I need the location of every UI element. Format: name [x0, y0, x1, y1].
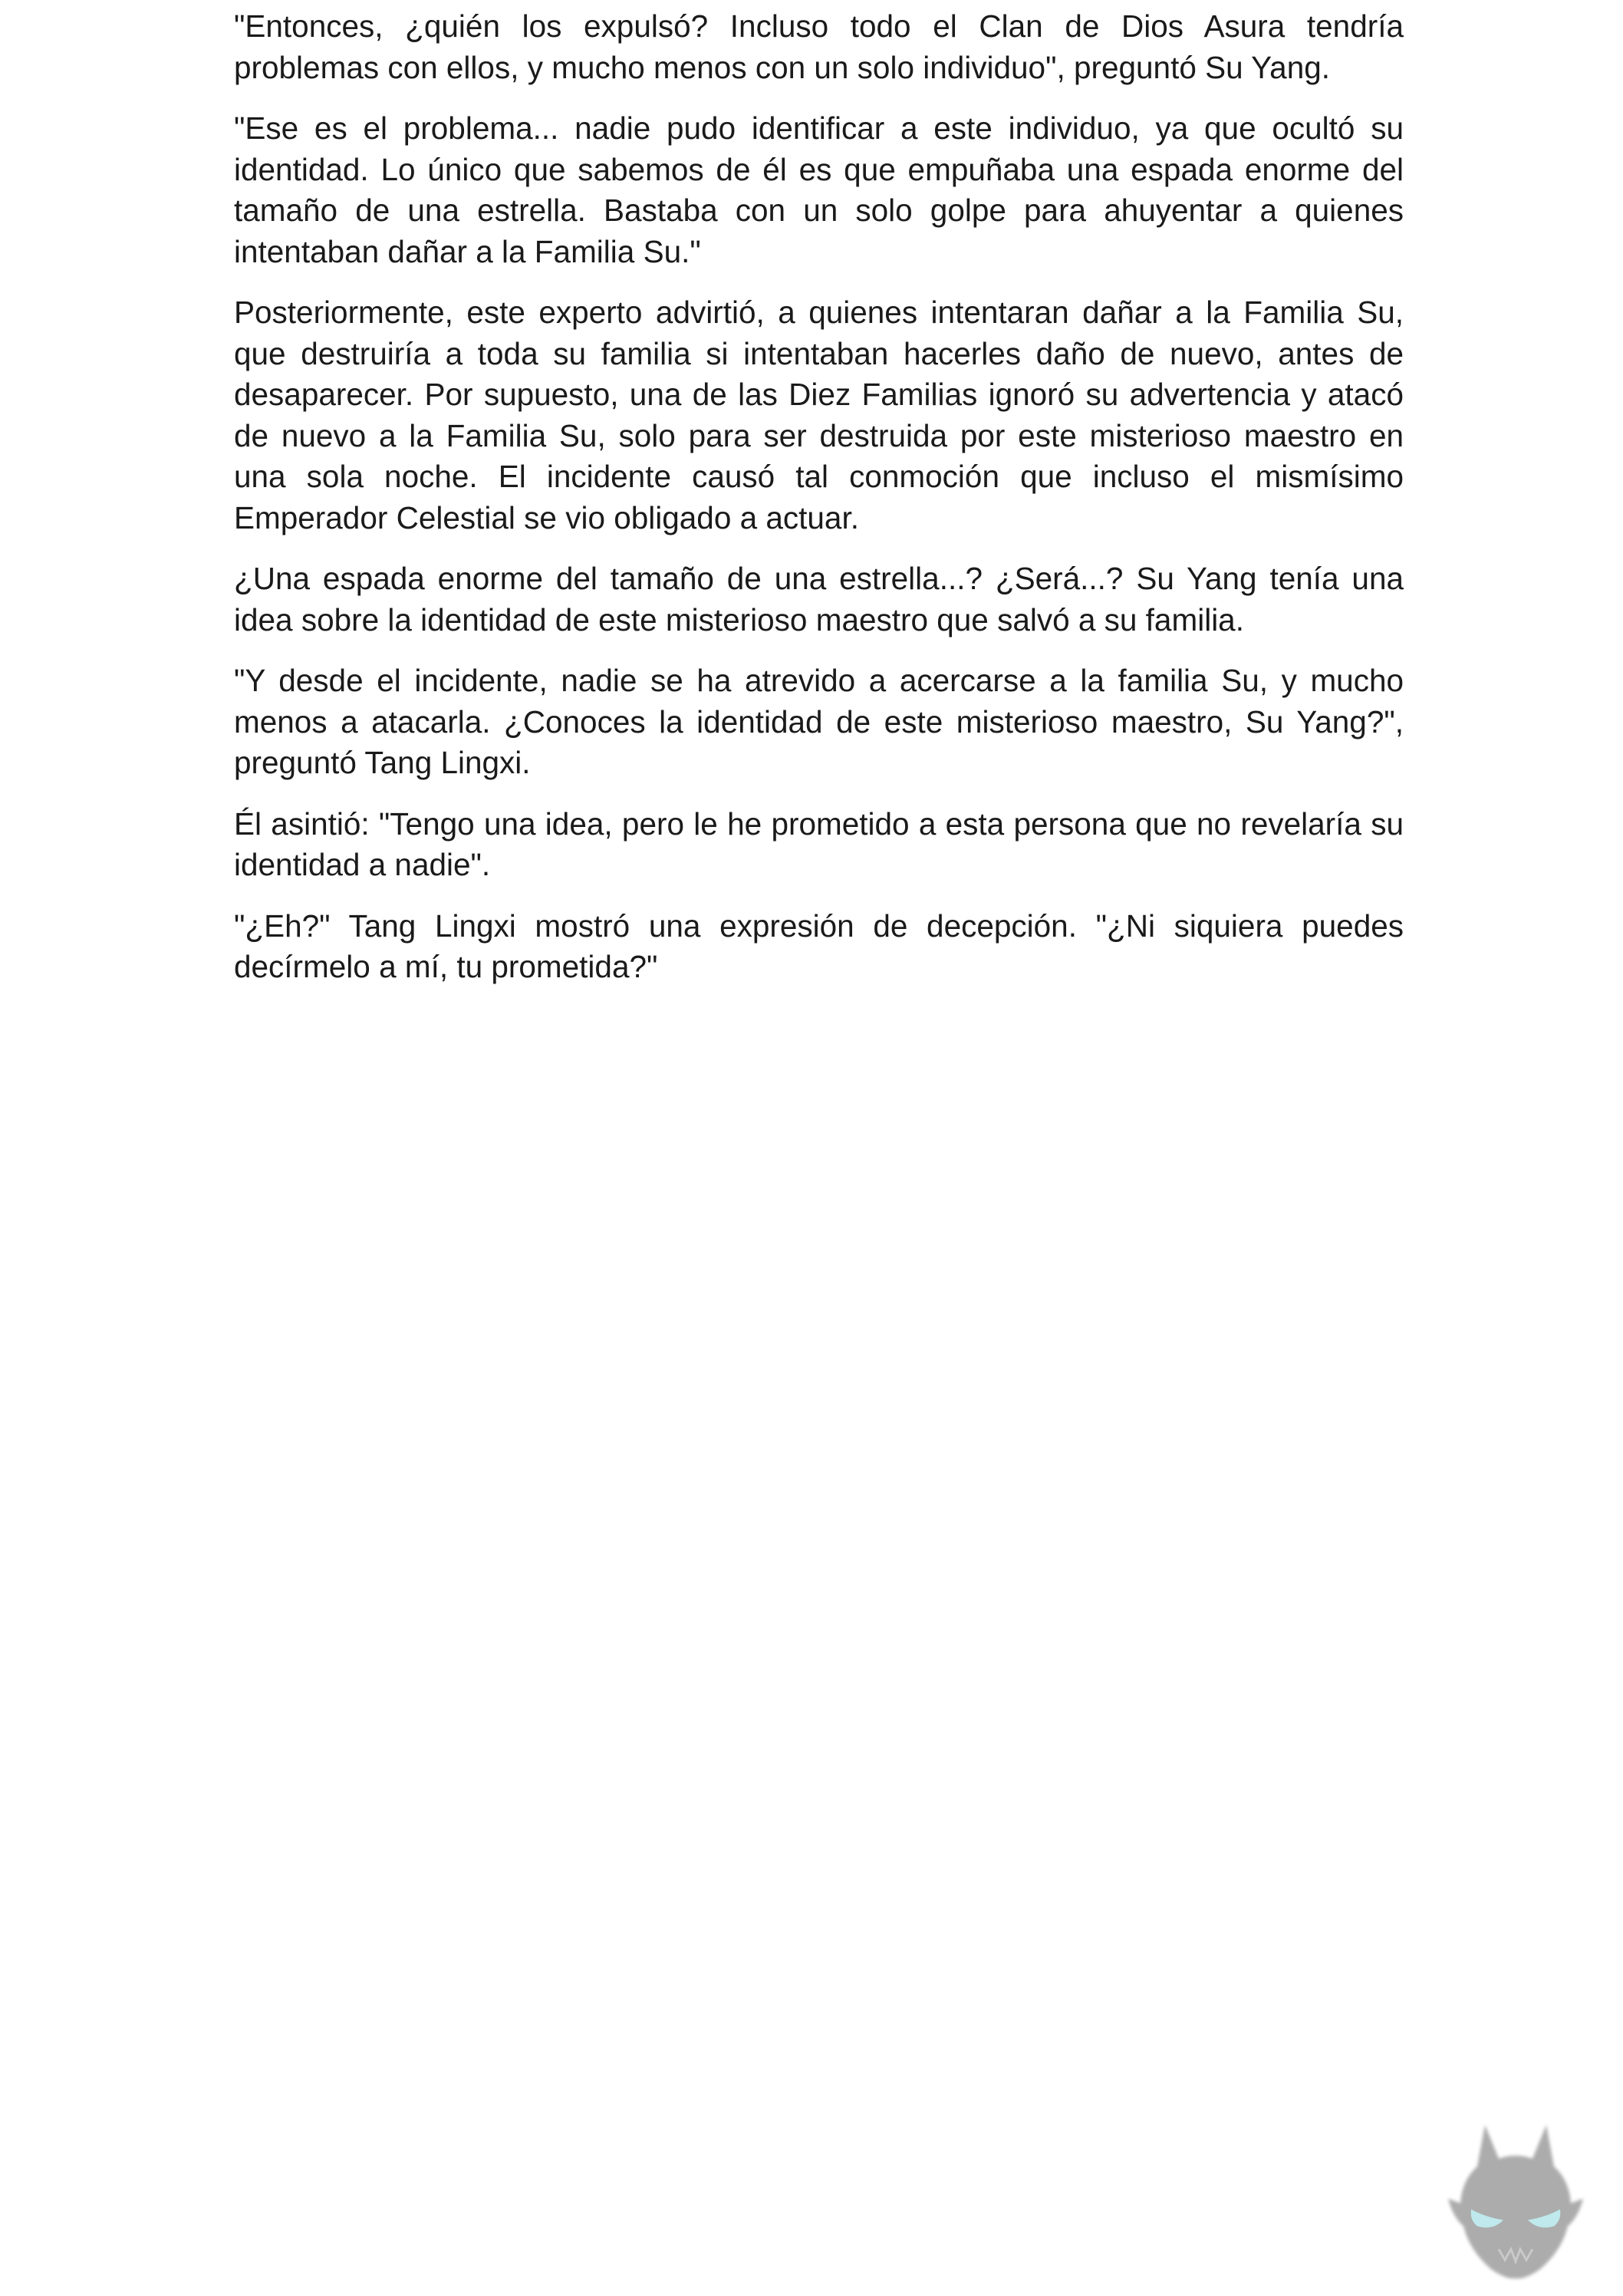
paragraph: Él asintió: "Tengo una idea, pero le he prometido a esta persona que no revelaría su identidad a nadie". — [234, 805, 1404, 882]
paragraph: ¿Una espada enorme del tamaño de una estrella...? ¿Será...? Su Yang tenía una idea sobre la identidad de este misterioso maestro que salvó a su familia. — [234, 561, 1404, 637]
demon-head-icon — [1439, 2119, 1592, 2284]
paragraph: Posteriormente, este experto advirtió, a quienes intentaran dañar a la Familia Su, que destruiría a toda su familia si intentaban hacerles daño de nuevo, antes de desaparecer. Por supuesto, una de las Diez Familias ignoró su advertencia y atacó de nuevo a la Familia Su, solo para ser destruida por este misterioso maestro en una sola noche. El incidente causó tal conmoción que incluso el mismísimo Emperador Celestial se vio obligado a actuar. — [234, 295, 1404, 535]
paragraph: "¿Eh?" Tang Lingxi mostró una expresión de decepción. "¿Ni siquiera puedes decírmelo a mí, tu prometida?" — [234, 908, 1404, 984]
document-body — [234, 6, 1404, 1008]
paragraph: "Entonces, ¿quién los expulsó? Incluso todo el Clan de Dios Asura tendría problemas con ellos, y mucho menos con un solo individuo", preguntó Su Yang. — [234, 8, 1404, 85]
paragraph: "Y desde el incidente, nadie se ha atrevido a acercarse a la familia Su, y mucho menos a atacarla. ¿Conoces la identidad de este misterioso maestro, Su Yang?", preguntó Tang Lingxi. — [234, 663, 1404, 780]
paragraph: "Ese es el problema... nadie pudo identificar a este individuo, ya que ocultó su identidad. Lo único que sabemos de él es que empuñaba una espada enorme del tamaño de una estrella. Bastaba con un solo golpe para ahuyentar a quienes intentaban dañar a la Familia Su." — [234, 110, 1404, 269]
